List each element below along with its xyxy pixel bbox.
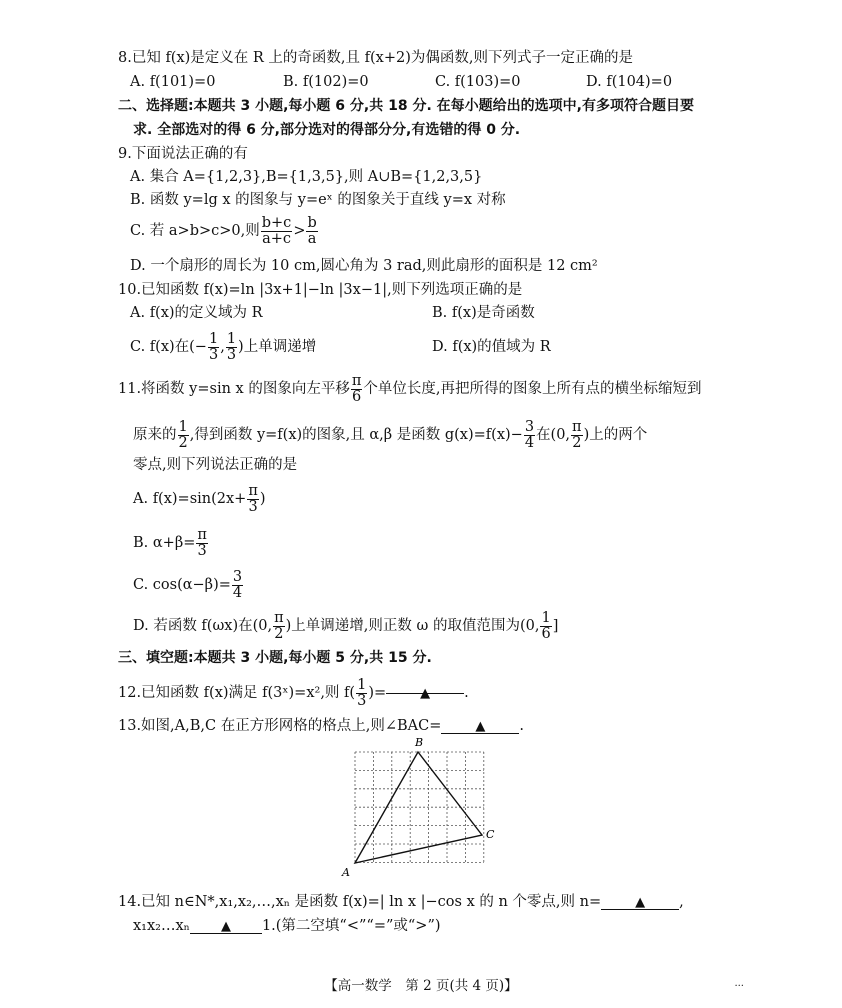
q11-option-a: A. f(x)=sin(2x+ $\frac{\pi}{3}$ ) [133,482,266,515]
q11-c-fraction: $\frac{3}{4}$ [232,568,243,601]
q9-option-b: B. 函数 y=lg x 的图象与 y=eˣ 的图象关于直线 y=x 对称 [130,192,506,208]
q10-option-c: C. f(x)在(− $\frac{1}{3}$ , $\frac{1}{3}$ )上单调递增 [130,330,317,363]
q12: 12.已知函数 f(x)满足 f(3ˣ)=x²,则 f( $\frac{1}{3}$ )= ▲ . [118,676,469,709]
q8-stem: 8.已知 f(x)是定义在 R 上的奇函数,且 f(x+2)为偶函数,则下列式子一定正确的是 [118,50,633,66]
label-c: C [486,828,495,841]
q11-line-3: 零点,则下列说法正确的是 [133,457,298,473]
q9-stem: 9.下面说法正确的有 [118,146,248,162]
q14-line-1: 14.已知 n∈N*,x₁,x₂,…,xₙ 是函数 f(x)=| ln x |−cos x 的 n 个零点,则 n= ▲ , [118,894,684,910]
q11-option-d: D. 若函数 f(ωx)在(0, $\frac{\pi}{2}$ )上单调递增,则正数 ω 的取值范围为(0, $\frac{1}{6}$ ] [133,609,559,642]
q9-option-c: C. 若 a>b>c>0,则 $\frac{b+c}{a+c}$ > $\frac{b}{a}$ [130,214,317,247]
q10-stem: 10.已知函数 f(x)=ln |3x+1|−ln |3x−1|,则下列选项正确的是 [118,282,523,298]
q11-b-fraction: $\frac{\pi}{3}$ [197,526,207,559]
q14-line-2: x₁x₂…xₙ ▲ 1.(第二空填“<”“=”或“>”) [133,918,441,934]
q10-option-d: D. f(x)的值域为 R [432,339,551,355]
label-b: B [415,736,424,749]
q11-d-fraction-1: $\frac{\pi}{2}$ [274,609,284,642]
grid-figure [330,730,510,884]
q10-c-fraction-1: $\frac{1}{3}$ [208,330,219,363]
q11-pi-half-fraction: $\frac{\pi}{2}$ [572,418,582,451]
q9-option-a: A. 集合 A={1,2,3},B={1,3,5},则 A∪B={1,2,3,5} [130,169,483,185]
q10-option-b: B. f(x)是奇函数 [432,305,535,321]
q11-three-quarter-fraction: $\frac{3}{4}$ [524,418,535,451]
q11-option-b: B. α+β= $\frac{\pi}{3}$ [133,526,207,559]
section3-heading: 三、填空题:本题共 3 小题,每小题 5 分,共 15 分. [118,650,432,666]
section2-heading-cont: 求. 全部选对的得 6 分,部分选对的得部分分,有选错的得 0 分. [133,122,521,138]
q11-line-1: 11.将函数 y=sin x 的图象向左平移 $\frac{\pi}{6}$ 个单位长度,再把所得的图象上所有点的横坐标缩短到 [118,372,702,405]
page-footer: 【高一数学 第 2 页(共 4 页)】 [324,978,518,994]
q14-answer-blank-1[interactable]: ▲ [601,893,679,910]
q9-c-fraction-1: $\frac{b+c}{a+c}$ [261,214,292,247]
triangle-abc [355,752,482,863]
q11-line-2: 原来的 $\frac{1}{2}$ ,得到函数 y=f(x)的图象,且 α,β 是函数 g(x)=f(x)− $\frac{3}{4}$ 在(0, $\frac{\pi}{2}$ )上的两个 [133,418,648,451]
q13-answer-blank[interactable]: ▲ [441,717,519,734]
q9-c-fraction-2: $\frac{b}{a}$ [307,214,317,247]
q12-fraction: $\frac{1}{3}$ [357,676,367,709]
grid-triangle-diagram [330,730,510,880]
footer-dots: ... [734,978,744,989]
q13: 13.如图,A,B,C 在正方形网格的格点上,则∠BAC= ▲ . [118,718,524,734]
grid-lines [355,752,484,863]
q9-option-d: D. 一个扇形的周长为 10 cm,圆心角为 3 rad,则此扇形的面积是 12 cm² [130,258,598,274]
q14-answer-blank-2[interactable]: ▲ [190,917,262,934]
q11-shift-fraction: $\frac{\pi}{6}$ [351,372,362,405]
label-a: A [342,866,350,879]
q11-d-fraction-2: $\frac{1}{6}$ [541,609,551,642]
q11-a-fraction: $\frac{\pi}{3}$ [248,482,258,515]
q8-option-d: D. f(104)=0 [586,74,673,90]
section2-heading: 二、选择题:本题共 3 小题,每小题 6 分,共 18 分. 在每小题给出的选项中,有多项符合题目要 [118,98,694,114]
q8-option-c: C. f(103)=0 [435,74,521,90]
q10-c-fraction-2: $\frac{1}{3}$ [226,330,237,363]
q11-option-c: C. cos(α−β)= $\frac{3}{4}$ [133,568,243,601]
q8-option-b: B. f(102)=0 [283,74,369,90]
q9-c-prefix: C. 若 a>b>c>0,则 [130,223,260,239]
q12-answer-blank[interactable]: ▲ [386,677,464,694]
q8-option-a: A. f(101)=0 [130,74,216,90]
q11-half-fraction: $\frac{1}{2}$ [178,418,188,451]
q10-option-a: A. f(x)的定义域为 R [130,305,263,321]
